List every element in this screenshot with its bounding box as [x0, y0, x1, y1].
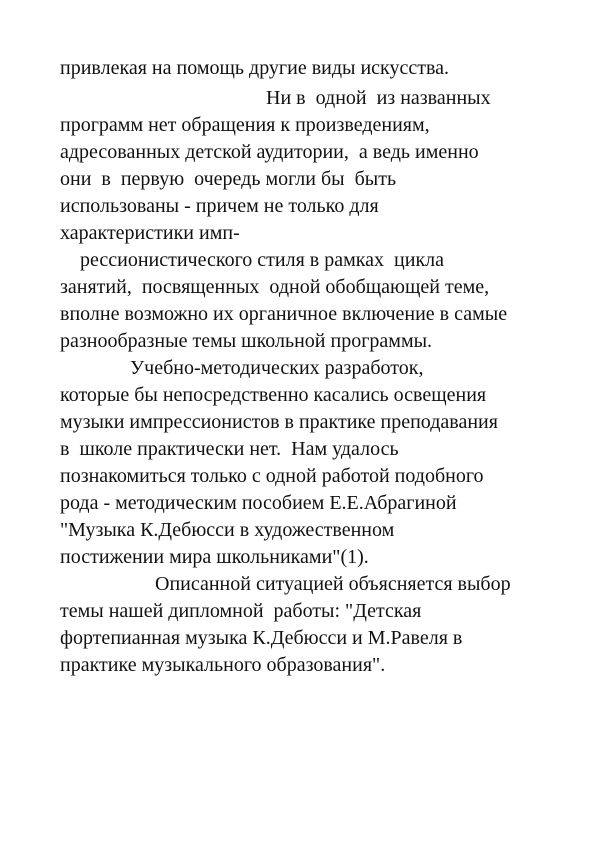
text-line: привлекая на помощь другие виды искусства.: [60, 57, 450, 79]
text-line: использованы - причем не только для: [60, 195, 379, 217]
text-line: Описанной ситуацией объясняется выбор: [155, 573, 511, 595]
text-line: программ нет обращения к произведениям,: [60, 114, 430, 136]
text-line: "Музыка К.Дебюсси в художественном: [60, 519, 395, 541]
text-line: рессионистического стиля в рамках цикла: [80, 249, 445, 271]
text-line: темы нашей дипломной работы: "Детская: [60, 600, 422, 622]
text-line: Учебно-методических разработок,: [130, 357, 424, 379]
text-line: рода - методическим пособием Е.Е.Абрагиной: [60, 492, 457, 514]
text-line: адресованных детской аудитории, а ведь именно: [60, 141, 479, 163]
text-line: занятий, посвященных одной обобщающей теме,: [60, 276, 490, 298]
text-line: вполне возможно их органичное включение в самые: [60, 303, 508, 325]
text-line: разнообразные темы школьной программы.: [60, 330, 433, 352]
text-line: в школе практически нет. Нам удалось: [60, 438, 399, 460]
text-line: познакомиться только с одной работой подобного: [60, 465, 484, 487]
text-line: которые бы непосредственно касались освещения: [60, 384, 487, 406]
text-line: Ни в одной из названных: [266, 87, 491, 109]
text-line: фортепианная музыка К.Дебюсси и М.Равеля в: [60, 627, 463, 649]
text-line: музыки импрессионистов в практике преподавания: [60, 411, 498, 433]
text-line: характеристики имп-: [60, 222, 240, 244]
text-line: они в первую очередь могли бы быть: [60, 168, 397, 190]
text-line: практике музыкального образования".: [60, 654, 386, 676]
text-line: постижении мира школьниками"(1).: [60, 546, 369, 568]
